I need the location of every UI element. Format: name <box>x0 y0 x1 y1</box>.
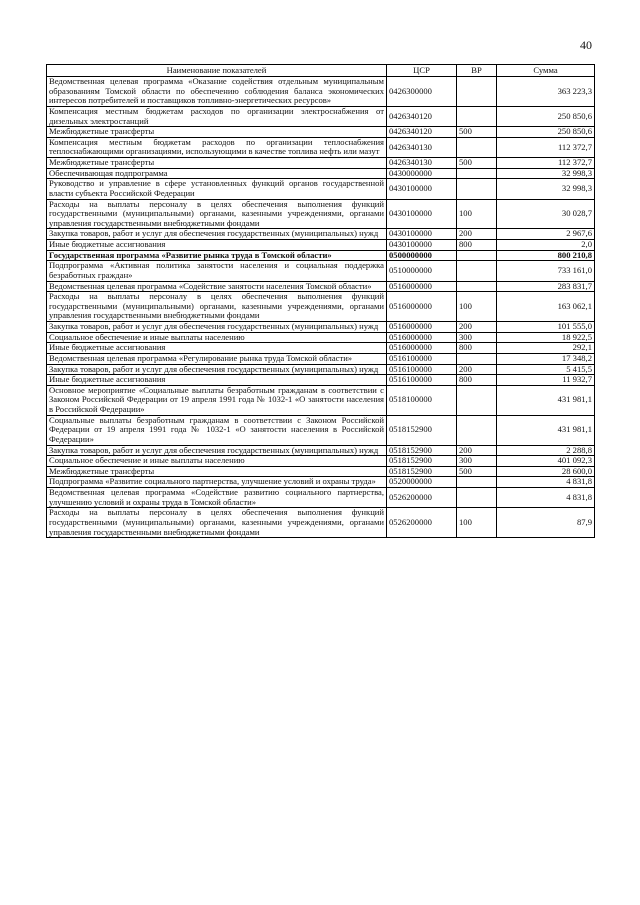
row-sum-cell: 11 932,7 <box>497 375 595 386</box>
row-vr-cell: 200 <box>457 364 497 375</box>
row-vr-cell <box>457 415 497 445</box>
row-name-cell: Иные бюджетные ассигнования <box>47 240 387 251</box>
table-row <box>47 179 595 199</box>
row-vr-cell <box>457 179 497 199</box>
row-sum-cell: 2 288,8 <box>497 445 595 456</box>
row-vr-cell: 500 <box>457 127 497 138</box>
table-row <box>47 343 595 354</box>
header-sum: Сумма <box>497 65 595 77</box>
row-sum-cell: 292,1 <box>497 343 595 354</box>
row-sum-cell: 250 850,6 <box>497 106 595 126</box>
row-code-cell: 0426340120 <box>387 106 457 126</box>
header-vr: ВР <box>457 65 497 77</box>
row-code-cell: 0526200000 <box>387 508 457 538</box>
row-vr-cell: 500 <box>457 466 497 477</box>
header-name: Наименование показателей <box>47 65 387 77</box>
row-sum-cell: 163 062,1 <box>497 292 595 322</box>
row-code-cell: 0430100000 <box>387 179 457 199</box>
row-vr-cell: 200 <box>457 229 497 240</box>
row-vr-cell: 300 <box>457 332 497 343</box>
row-vr-cell <box>457 250 497 261</box>
row-name-cell: Расходы на выплаты персоналу в целях обеспечения выполнения функций государственными (муниципальными) органами, казенными учреждениями, органами управления государственными внебюджетными фондами <box>47 199 387 229</box>
row-vr-cell <box>457 77 497 107</box>
row-vr-cell: 800 <box>457 240 497 251</box>
row-sum-cell: 4 831,8 <box>497 488 595 508</box>
row-code-cell: 0426340130 <box>387 158 457 169</box>
table-row <box>47 456 595 467</box>
table-row <box>47 250 595 261</box>
row-name-cell: Подпрограмма «Развитие социального партнерства, улучшение условий и охраны труда» <box>47 477 387 488</box>
row-sum-cell: 250 850,6 <box>497 127 595 138</box>
row-code-cell: 0510000000 <box>387 261 457 281</box>
header-code: ЦСР <box>387 65 457 77</box>
row-sum-cell: 5 415,5 <box>497 364 595 375</box>
page-number: 40 <box>580 38 592 52</box>
table-row <box>47 488 595 508</box>
row-vr-cell <box>457 488 497 508</box>
row-code-cell: 0426300000 <box>387 77 457 107</box>
row-code-cell: 0516000000 <box>387 281 457 292</box>
table-row <box>47 477 595 488</box>
table-header-row <box>47 65 595 77</box>
row-vr-cell: 100 <box>457 292 497 322</box>
row-vr-cell <box>457 261 497 281</box>
row-sum-cell: 4 831,8 <box>497 477 595 488</box>
row-name-cell: Руководство и управление в сфере установленных функций органов государственной власти субъекта Российской Федерации <box>47 179 387 199</box>
row-code-cell: 0516100000 <box>387 353 457 364</box>
table-row <box>47 199 595 229</box>
table-row <box>47 127 595 138</box>
row-name-cell: Компенсация местным бюджетам расходов по организации электроснабжения от дизельных электростанций <box>47 106 387 126</box>
row-name-cell: Компенсация местным бюджетам расходов по организации теплоснабжения теплоснабжающими организациями, использующими в качестве топлива нефть или мазут <box>47 137 387 157</box>
row-name-cell: Закупка товаров, работ и услуг для обеспечения государственных (муниципальных) нужд <box>47 229 387 240</box>
table-row <box>47 240 595 251</box>
row-code-cell: 0516100000 <box>387 364 457 375</box>
row-code-cell: 0520000000 <box>387 477 457 488</box>
row-sum-cell: 283 831,7 <box>497 281 595 292</box>
row-name-cell: Иные бюджетные ассигнования <box>47 375 387 386</box>
row-name-cell: Социальное обеспечение и иные выплаты населению <box>47 332 387 343</box>
row-code-cell: 0518152900 <box>387 445 457 456</box>
table-row <box>47 466 595 477</box>
row-sum-cell: 112 372,7 <box>497 158 595 169</box>
row-name-cell: Ведомственная целевая программа «Содействие развитию социального партнерства, улучшению условий и охраны труда в Томской области» <box>47 488 387 508</box>
row-vr-cell: 800 <box>457 343 497 354</box>
table-row <box>47 77 595 107</box>
budget-table <box>46 64 595 538</box>
row-sum-cell: 363 223,3 <box>497 77 595 107</box>
table-row <box>47 292 595 322</box>
row-code-cell: 0518152900 <box>387 456 457 467</box>
row-sum-cell: 431 981,1 <box>497 385 595 415</box>
row-code-cell: 0526200000 <box>387 488 457 508</box>
row-name-cell: Социальные выплаты безработным гражданам в соответствии с Законом Российской Федерации от 19 апреля 1991 года № 1032-1 «О занятости населения в Российской Федерации» <box>47 415 387 445</box>
row-name-cell: Основное мероприятие «Социальные выплаты безработным гражданам в соответствии с Законом Российской Федерации от 19 апреля 1991 года № 1032-1 «О занятости населения в Российской Федерации» <box>47 385 387 415</box>
row-code-cell: 0516100000 <box>387 375 457 386</box>
row-vr-cell <box>457 168 497 179</box>
row-vr-cell: 800 <box>457 375 497 386</box>
row-vr-cell <box>457 477 497 488</box>
row-sum-cell: 18 922,5 <box>497 332 595 343</box>
row-name-cell: Расходы на выплаты персоналу в целях обеспечения выполнения функций государственными (муниципальными) органами, казенными учреждениями, органами управления государственными внебюджетными фондами <box>47 508 387 538</box>
row-vr-cell: 100 <box>457 508 497 538</box>
table-row <box>47 364 595 375</box>
row-name-cell: Ведомственная целевая программа «Содействие занятости населения Томской области» <box>47 281 387 292</box>
row-name-cell: Обеспечивающая подпрограмма <box>47 168 387 179</box>
row-vr-cell <box>457 353 497 364</box>
row-name-cell: Подпрограмма «Активная политика занятости населения и социальная поддержка безработных граждан» <box>47 261 387 281</box>
row-code-cell: 0500000000 <box>387 250 457 261</box>
row-code-cell: 0430100000 <box>387 229 457 240</box>
row-code-cell: 0426340130 <box>387 137 457 157</box>
row-vr-cell <box>457 281 497 292</box>
table-row <box>47 322 595 333</box>
table-row <box>47 385 595 415</box>
row-name-cell: Межбюджетные трансферты <box>47 466 387 477</box>
row-sum-cell: 32 998,3 <box>497 168 595 179</box>
row-code-cell: 0516000000 <box>387 332 457 343</box>
table-row <box>47 137 595 157</box>
table-row <box>47 508 595 538</box>
row-name-cell: Расходы на выплаты персоналу в целях обеспечения выполнения функций государственными (муниципальными) органами, казенными учреждениями, органами управления государственными внебюджетными фондами <box>47 292 387 322</box>
table-row <box>47 158 595 169</box>
row-code-cell: 0426340120 <box>387 127 457 138</box>
table-row <box>47 445 595 456</box>
row-vr-cell: 200 <box>457 445 497 456</box>
row-sum-cell: 112 372,7 <box>497 137 595 157</box>
row-name-cell: Государственная программа «Развитие рынка труда в Томской области» <box>47 250 387 261</box>
row-name-cell: Социальное обеспечение и иные выплаты населению <box>47 456 387 467</box>
table-row <box>47 332 595 343</box>
table-row <box>47 168 595 179</box>
table-row <box>47 261 595 281</box>
row-vr-cell <box>457 385 497 415</box>
row-code-cell: 0518100000 <box>387 385 457 415</box>
row-sum-cell: 733 161,0 <box>497 261 595 281</box>
table-row <box>47 281 595 292</box>
row-sum-cell: 101 555,0 <box>497 322 595 333</box>
row-sum-cell: 28 600,0 <box>497 466 595 477</box>
row-name-cell: Закупка товаров, работ и услуг для обеспечения государственных (муниципальных) нужд <box>47 364 387 375</box>
row-code-cell: 0430100000 <box>387 199 457 229</box>
table-row <box>47 375 595 386</box>
row-sum-cell: 32 998,3 <box>497 179 595 199</box>
row-sum-cell: 87,9 <box>497 508 595 538</box>
row-name-cell: Ведомственная целевая программа «Оказание содействия отдельным муниципальным образованиям Томской области по обеспечению соблюдения баланса экономических интересов потребителей и поставщиков топливно-энергетических ресурсов» <box>47 77 387 107</box>
row-sum-cell: 401 092,3 <box>497 456 595 467</box>
row-code-cell: 0430000000 <box>387 168 457 179</box>
row-sum-cell: 800 210,8 <box>497 250 595 261</box>
row-name-cell: Межбюджетные трансферты <box>47 127 387 138</box>
table-row <box>47 106 595 126</box>
row-name-cell: Межбюджетные трансферты <box>47 158 387 169</box>
row-name-cell: Закупка товаров, работ и услуг для обеспечения государственных (муниципальных) нужд <box>47 445 387 456</box>
row-sum-cell: 2,0 <box>497 240 595 251</box>
row-code-cell: 0430100000 <box>387 240 457 251</box>
row-sum-cell: 2 967,6 <box>497 229 595 240</box>
row-vr-cell <box>457 137 497 157</box>
row-sum-cell: 30 028,7 <box>497 199 595 229</box>
row-vr-cell: 100 <box>457 199 497 229</box>
row-vr-cell: 200 <box>457 322 497 333</box>
row-sum-cell: 431 981,1 <box>497 415 595 445</box>
row-sum-cell: 17 348,2 <box>497 353 595 364</box>
row-code-cell: 0516000000 <box>387 343 457 354</box>
row-code-cell: 0518152900 <box>387 415 457 445</box>
row-code-cell: 0518152900 <box>387 466 457 477</box>
row-name-cell: Ведомственная целевая программа «Регулирование рынка труда Томской области» <box>47 353 387 364</box>
table-row <box>47 229 595 240</box>
row-code-cell: 0516000000 <box>387 322 457 333</box>
row-name-cell: Иные бюджетные ассигнования <box>47 343 387 354</box>
table-row <box>47 415 595 445</box>
row-name-cell: Закупка товаров, работ и услуг для обеспечения государственных (муниципальных) нужд <box>47 322 387 333</box>
row-vr-cell <box>457 106 497 126</box>
row-code-cell: 0516000000 <box>387 292 457 322</box>
row-vr-cell: 500 <box>457 158 497 169</box>
row-vr-cell: 300 <box>457 456 497 467</box>
table-row <box>47 353 595 364</box>
